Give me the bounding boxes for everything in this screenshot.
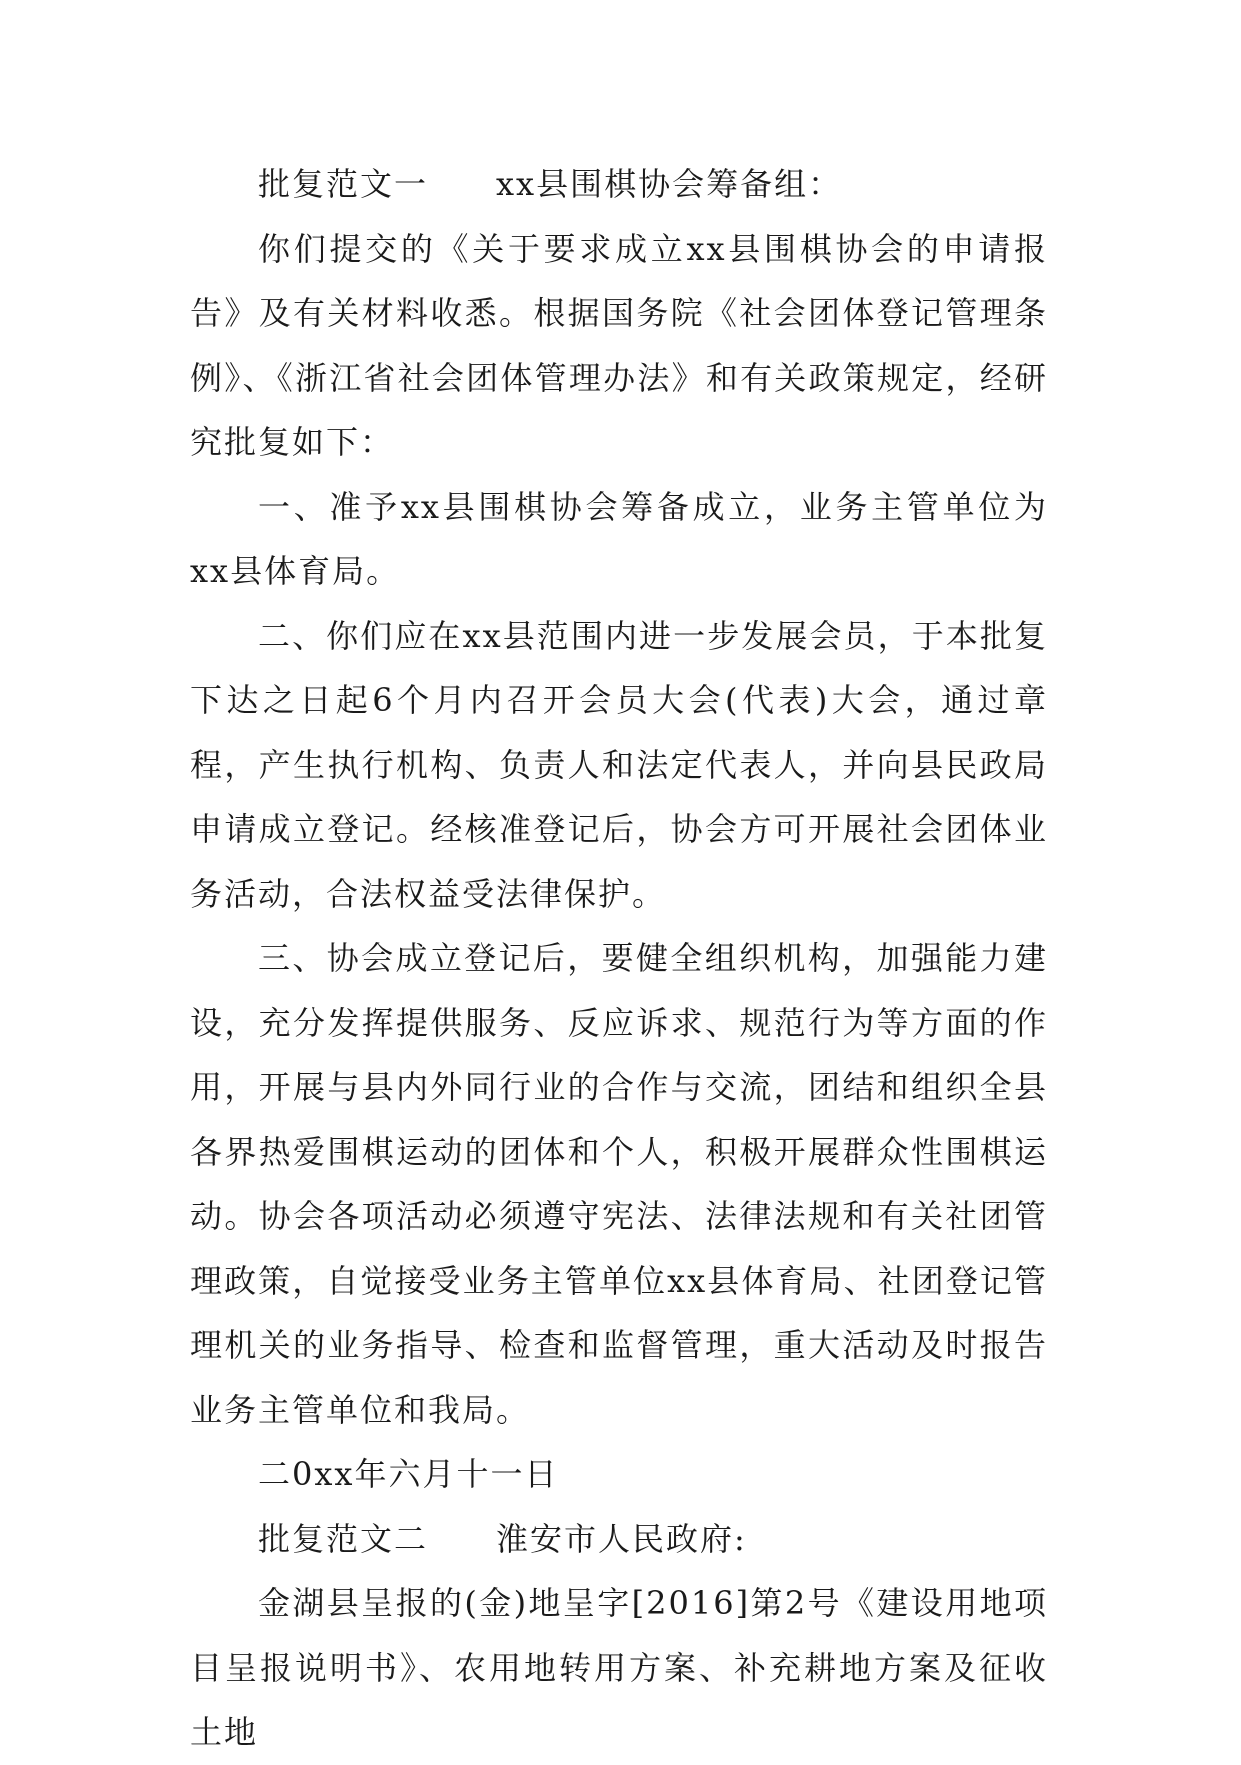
paragraph-sample-2-body: 金湖县呈报的(金)地呈字[2016]第2号《建设用地项目呈报说明书》、农用地转用方案、补充耕地方案及征收土地 — [190, 1584, 1048, 1751]
paragraph-heading-sample-2: 批复范文二 淮安市人民政府: — [258, 1519, 747, 1558]
paragraph-heading-sample-1: 批复范文一 xx县围棋协会筹备组： — [258, 165, 843, 203]
paragraph-item-3: 三、协会成立登记后，要健全组织机构，加强能力建设，充分发挥提供服务、反应诉求、规范行为等方面的作用，开展与县内外同行业的合作与交流，团结和组织全县各界热爱围棋运动的团体和个人，积极开展群众性围棋运动。协会各项活动必须遵守宪法、法律法规和有关社团管理政策，自觉接受业务主管单位xx县体育局、社团登记管理机关的业务指导、检查和监督管理，重大活动及时报告业务主管单位和我局。 — [190, 939, 1048, 1429]
paragraph-intro: 你们提交的《关于要求成立xx县围棋协会的申请报告》及有关材料收悉。根据国务院《社会团体登记管理条例》、《浙江省社会团体管理办法》和有关政策规定，经研究批复如下： — [190, 229, 1048, 461]
document-body — [190, 152, 1048, 1765]
paragraph-date: 二0xx年六月十一日 — [258, 1455, 559, 1493]
paragraph-item-2: 二、你们应在xx县范围内进一步发展会员，于本批复下达之日起6个月内召开会员大会(代表)大会，通过章程，产生执行机构、负责人和法定代表人，并向县民政局申请成立登记。经核准登记后，协会方可开展社会团体业务活动，合法权益受法律保护。 — [190, 616, 1048, 913]
paragraph-item-1: 一、准予xx县围棋协会筹备成立，业务主管单位为xx县体育局。 — [190, 487, 1048, 590]
